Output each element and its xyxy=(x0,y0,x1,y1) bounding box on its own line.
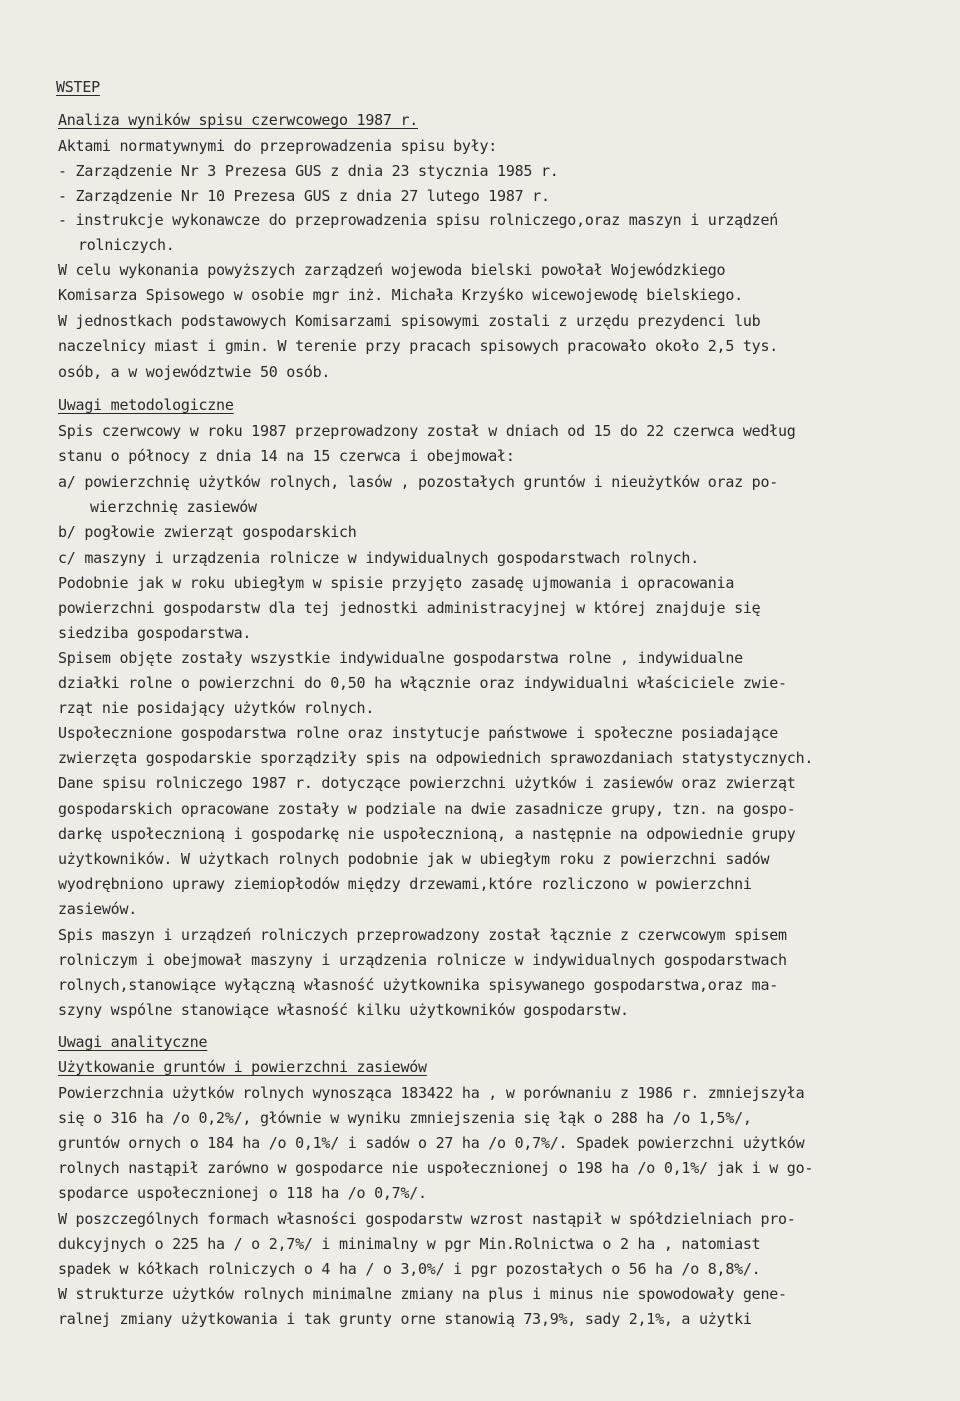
text-line: się o 316 ha /o 0,2%/, głównie w wyniku zmniejszenia się łąk o 288 ha /o 1,5%/, xyxy=(58,1109,752,1127)
text-line: W jednostkach podstawowych Komisarzami spisowymi zostali z urzędu prezydenci lub xyxy=(58,312,761,330)
text-line: gruntów ornych o 184 ha /o 0,1%/ i sadów o 27 ha /o 0,7%/. Spadek powierzchni użytków xyxy=(58,1134,805,1152)
text-line: rolniczych. xyxy=(78,236,175,254)
text-line: - instrukcje wykonawcze do przeprowadzenia spisu rolniczego,oraz maszyn i urządzeń xyxy=(58,211,779,229)
text-line: powierzchni gospodarstw dla tej jednostki administracyjnej w której znajduje się xyxy=(58,599,761,617)
text-line: darkę uspołecznioną i gospodarkę nie uspołecznioną, a następnie na odpowiednie grupy xyxy=(58,825,796,843)
text-line: Dane spisu rolniczego 1987 r. dotyczące powierzchni użytków i zasiewów oraz zwierząt xyxy=(58,774,796,792)
text-line: rolnych nastąpił zarówno w gospodarce nie uspołecznionej o 198 ha /o 0,1%/ jak i w go- xyxy=(58,1159,814,1177)
text-line: osób, a w województwie 50 osób. xyxy=(58,363,331,381)
text-line: c/ maszyny i urządzenia rolnicze w indywidualnych gospodarstwach rolnych. xyxy=(58,549,699,567)
text-line: Spisem objęte zostały wszystkie indywidualne gospodarstwa rolne , indywidualne xyxy=(58,649,743,667)
section-title: Uwagi analityczne xyxy=(58,1033,208,1051)
text-line: gospodarskich opracowane zostały w podziale na dwie zasadnicze grupy, tzn. na gospo- xyxy=(58,800,796,818)
text-line: rolnych,stanowiące wyłączną własność użytkownika spisywanego gospodarstwa,oraz ma- xyxy=(58,976,779,994)
text-line: rząt nie posidający użytków rolnych. xyxy=(58,699,375,717)
text-line: ralnej zmiany użytkowania i tak grunty orne stanowią 73,9%, sady 2,1%, a użytki xyxy=(58,1310,752,1328)
text-line: W strukturze użytków rolnych minimalne zmiany na plus i minus nie spowodowały gene- xyxy=(58,1285,787,1303)
text-line: Spis czerwcowy w roku 1987 przeprowadzony został w dniach od 15 do 22 czerwca według xyxy=(58,422,796,440)
text-line: szyny wspólne stanowiące własność kilku użytkowników gospodarstw. xyxy=(58,1001,629,1019)
text-line: zasiewów. xyxy=(58,900,138,918)
text-line: Spis maszyn i urządzeń rolniczych przeprowadzony został łącznie z czerwcowym spisem xyxy=(58,926,787,944)
text-line: W celu wykonania powyższych zarządzeń wojewoda bielski powołał Wojewódzkiego xyxy=(58,261,726,279)
section-subtitle: Użytkowanie gruntów i powierzchni zasiewów xyxy=(58,1058,427,1076)
text-line: użytkowników. W użytkach rolnych podobnie jak w ubiegłym roku z powierzchni sadów xyxy=(58,850,770,868)
text-line: - Zarządzenie Nr 10 Prezesa GUS z dnia 27 lutego 1987 r. xyxy=(58,187,550,205)
text-line: zwierzęta gospodarskie sporządziły spis na odpowiednich sprawozdaniach statystycznych. xyxy=(58,749,814,767)
text-line: naczelnicy miast i gmin. W terenie przy pracach spisowych pracowało około 2,5 tys. xyxy=(58,337,779,355)
text-line: Uspołecznione gospodarstwa rolne oraz instytucje państwowe i społeczne posiadające xyxy=(58,724,779,742)
text-line: W poszczególnych formach własności gospodarstw wzrost nastąpił w spółdzielniach pro- xyxy=(58,1210,796,1228)
text-line: Aktami normatywnymi do przeprowadzenia spisu były: xyxy=(58,137,498,155)
text-line: dukcyjnych o 225 ha / o 2,7%/ i minimalny w pgr Min.Rolnictwa o 2 ha , natomiast xyxy=(58,1235,761,1253)
text-line: działki rolne o powierzchni do 0,50 ha włącznie oraz indywidualni właściciele zwie- xyxy=(58,674,787,692)
text-line: Powierzchnia użytków rolnych wynosząca 183422 ha , w porównaniu z 1986 r. zmniejszyła xyxy=(58,1084,805,1102)
text-line: siedziba gospodarstwa. xyxy=(58,624,252,642)
text-line: b/ pogłowie zwierząt gospodarskich xyxy=(58,523,357,541)
text-line: a/ powierzchnię użytków rolnych, lasów , pozostałych gruntów i nieużytków oraz po- xyxy=(58,473,779,491)
text-line: rolniczym i obejmował maszyny i urządzenia rolnicze w indywidualnych gospodarstwach xyxy=(58,951,787,969)
page-heading: WSTEP xyxy=(56,78,100,96)
text-line: spodarce uspołecznionej o 118 ha /o 0,7%/. xyxy=(58,1184,427,1202)
text-line: Komisarza Spisowego w osobie mgr inż. Michała Krzyśko wicewojewodę bielskiego. xyxy=(58,286,743,304)
text-line: Podobnie jak w roku ubiegłym w spisie przyjęto zasadę ujmowania i opracowania xyxy=(58,574,735,592)
text-line: stanu o północy z dnia 14 na 15 czerwca i obejmował: xyxy=(58,447,515,465)
section-title: Uwagi metodologiczne xyxy=(58,396,234,414)
text-line: wierzchnię zasiewów xyxy=(90,498,257,516)
text-line: wyodrębniono uprawy ziemiopłodów między drzewami,które rozliczono w powierzchni xyxy=(58,875,752,893)
section-title: Analiza wyników spisu czerwcowego 1987 r. xyxy=(58,111,419,129)
text-line: spadek w kółkach rolniczych o 4 ha / o 3,0%/ i pgr pozostałych o 56 ha /o 8,8%/. xyxy=(58,1260,761,1278)
text-line: - Zarządzenie Nr 3 Prezesa GUS z dnia 23 stycznia 1985 r. xyxy=(58,162,559,180)
